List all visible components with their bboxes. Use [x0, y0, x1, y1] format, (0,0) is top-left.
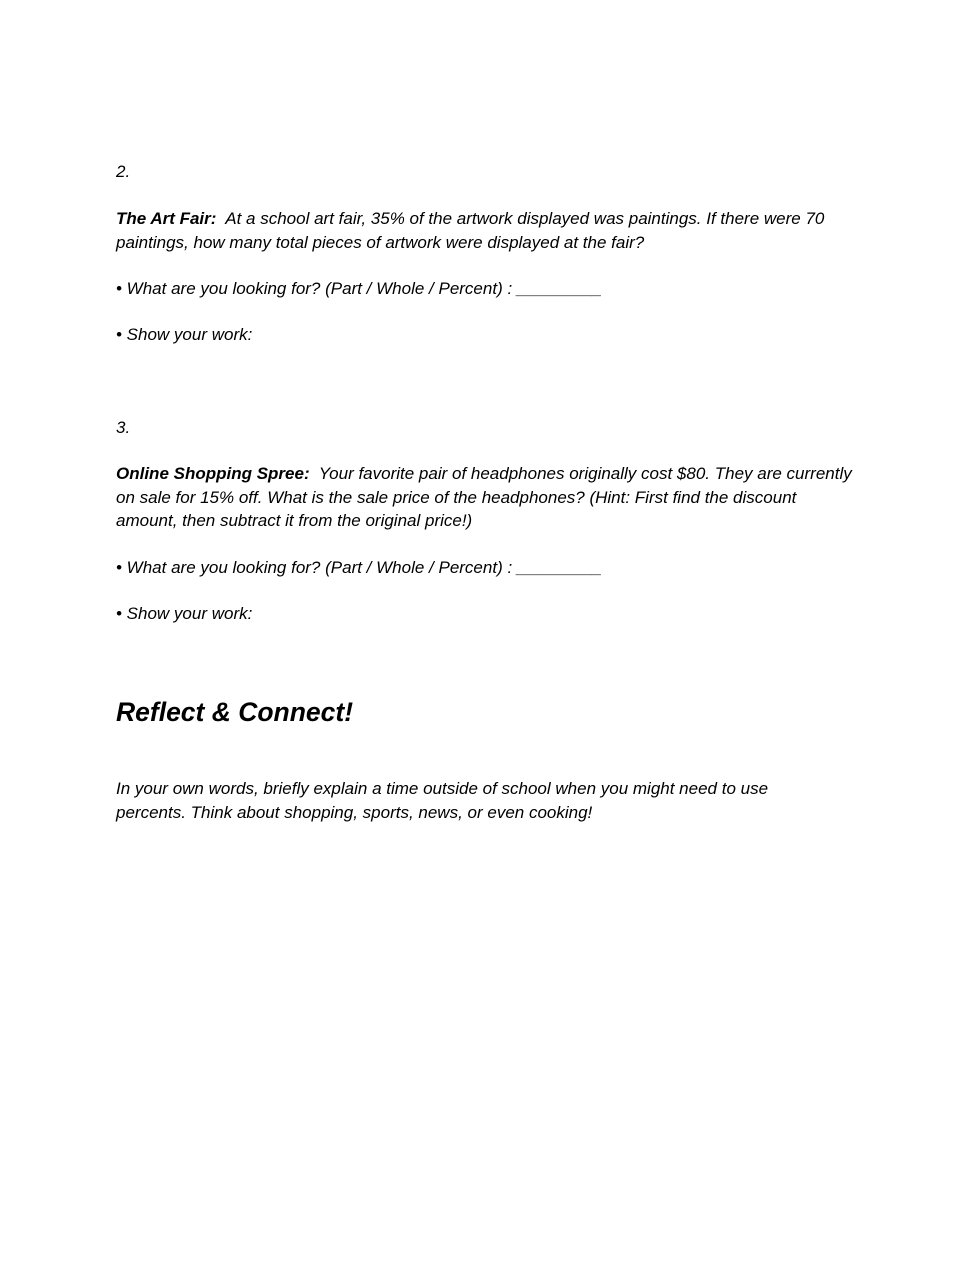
- problem-2-looking-for: • What are you looking for? (Part / Whole / Percent) : _________: [116, 279, 602, 298]
- reflect-heading: Reflect & Connect!: [116, 697, 354, 727]
- problem-3-text: Your favorite pair of headphones originally cost $80. They are currently on sale for 15% off. What is the sale price of the headphones? (Hint: First find the discount amount, then subtract it from the original price!): [116, 464, 852, 530]
- problem-2-number: 2.: [116, 162, 131, 181]
- problem-3-statement: [116, 462, 858, 533]
- problem-3-number: 3.: [116, 418, 131, 437]
- worksheet-page: [116, 0, 861, 1266]
- reflect-prompt: In your own words, briefly explain a time outside of school when you might need to use percents. Think about shopping, sports, news, or even cooking!: [116, 779, 769, 822]
- problem-2-show-work: • Show your work:: [116, 325, 253, 344]
- problem-2-text: At a school art fair, 35% of the artwork displayed was paintings. If there were 70 paintings, how many total pieces of artwork were displayed at the fair?: [116, 209, 825, 252]
- problem-2-title: The Art Fair:: [116, 209, 217, 228]
- problem-2-statement: [116, 207, 858, 254]
- problem-3-looking-for: • What are you looking for? (Part / Whole / Percent) : _________: [116, 558, 602, 577]
- problem-3-title: Online Shopping Spree:: [116, 464, 310, 483]
- problem-3-show-work: • Show your work:: [116, 604, 253, 623]
